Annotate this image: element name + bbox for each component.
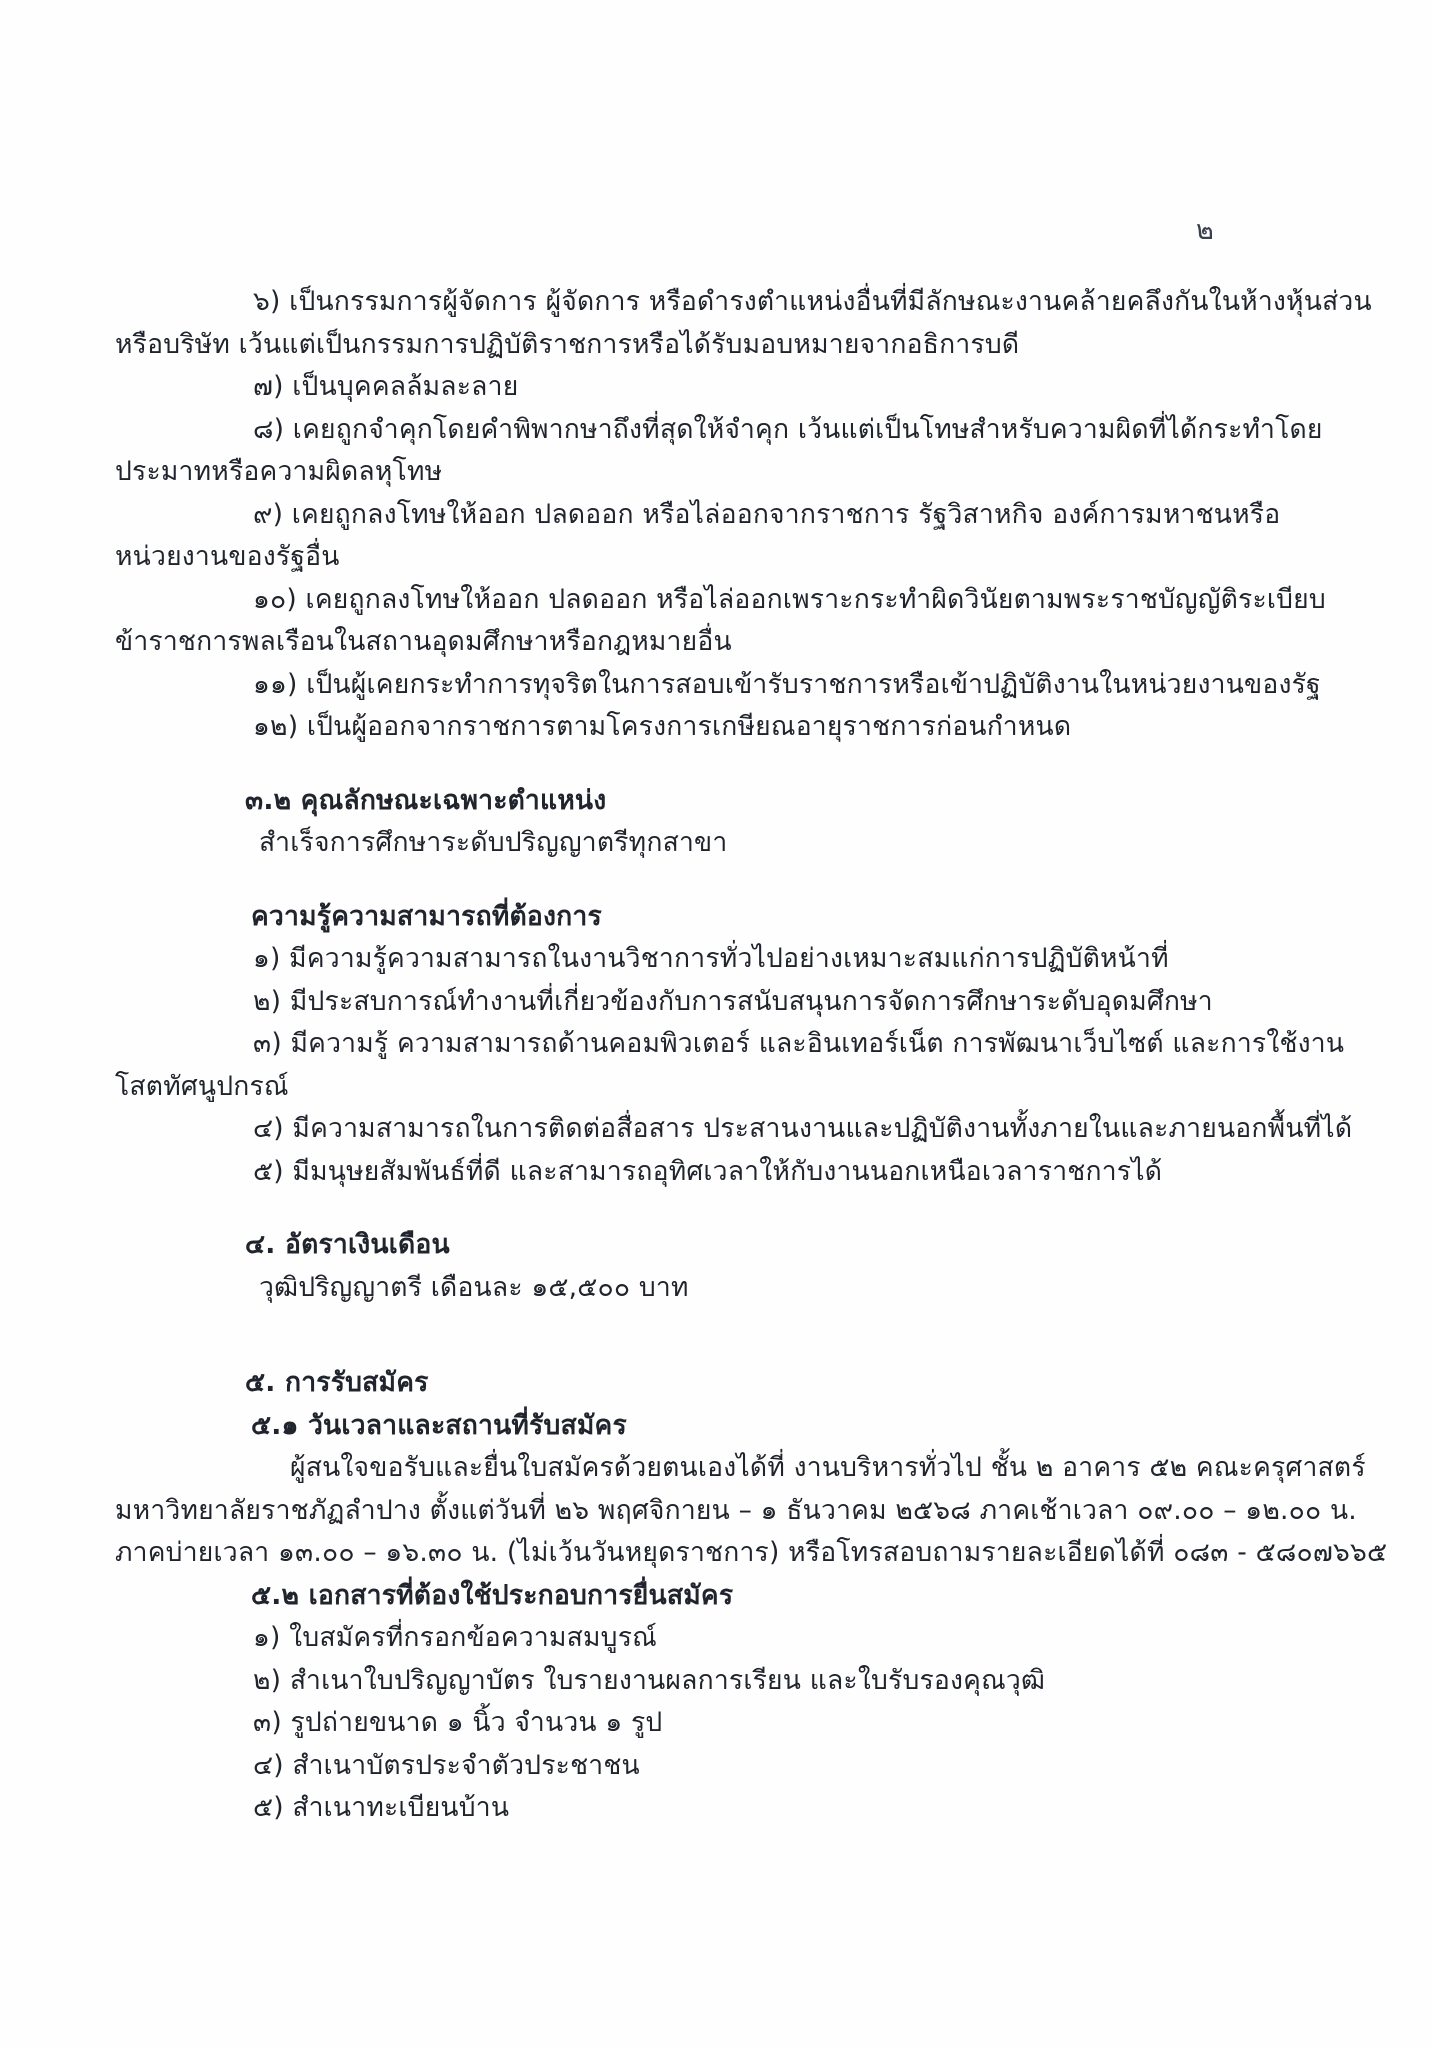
- text-line: ๓) รูปถ่ายขนาด ๑ นิ้ว จำนวน ๑ รูป: [253, 1707, 663, 1738]
- text-line: ๒) มีประสบการณ์ทำงานที่เกี่ยวข้องกับการสนับสนุนการจัดการศึกษาระดับอุดมศึกษา: [253, 985, 1213, 1017]
- text-line: ๓.๒ คุณลักษณะเฉพาะตำแหน่ง: [245, 784, 607, 816]
- page-number: ๒: [1196, 215, 1214, 246]
- text-line: ความรู้ความสามารถที่ต้องการ: [251, 900, 602, 932]
- text-line: มหาวิทยาลัยราชภัฏลำปาง ตั้งแต่วันที่ ๒๖ พฤศจิกายน – ๑ ธันวาคม ๒๕๖๘ ภาคเช้าเวลา ๐๙.๐๐ – ๑๒.๐๐ น.: [115, 1494, 1357, 1526]
- text-line: ๑๒) เป็นผู้ออกจากราชการตามโครงการเกษียณอายุราชการก่อนกำหนด: [253, 711, 1072, 742]
- text-line: ๑๐) เคยถูกลงโทษให้ออก ปลดออก หรือไล่ออกเพราะกระทำผิดวินัยตามพระราชบัญญัติระเบียบ: [253, 583, 1326, 615]
- text-line: ข้าราชการพลเรือนในสถานอุดมศึกษาหรือกฎหมายอื่น: [115, 626, 732, 657]
- text-line: ภาคบ่ายเวลา ๑๓.๐๐ – ๑๖.๓๐ น. (ไม่เว้นวันหยุดราชการ) หรือโทรสอบถามรายละเอียดได้ที่ ๐๘๓ - ๕๘๐๗๖๖๕: [115, 1537, 1388, 1568]
- text-line: ๕) สำเนาทะเบียนบ้าน: [253, 1792, 510, 1823]
- text-line: หรือบริษัท เว้นแต่เป็นกรรมการปฏิบัติราชการหรือได้รับมอบหมายจากอธิการบดี: [115, 328, 1020, 360]
- text-line: ๑) ใบสมัครที่กรอกข้อความสมบูรณ์: [253, 1622, 657, 1653]
- text-line: ๕. การรับสมัคร: [245, 1367, 429, 1398]
- text-line: สำเร็จการศึกษาระดับปริญญาตรีทุกสาขา: [259, 827, 728, 858]
- text-line: ๒) สำเนาใบปริญญาบัตร ใบรายงานผลการเรียน และใบรับรองคุณวุฒิ: [253, 1664, 1046, 1696]
- text-line: ๑) มีความรู้ความสามารถในงานวิชาการทั่วไปอย่างเหมาะสมแก่การปฏิบัติหน้าที่: [253, 943, 1169, 974]
- text-line: ๕.๑ วันเวลาและสถานที่รับสมัคร: [251, 1409, 627, 1441]
- text-line: ๕) มีมนุษยสัมพันธ์ที่ดี และสามารถอุทิศเวลาให้กับงานนอกเหนือเวลาราชการได้: [253, 1155, 1163, 1187]
- text-line: ๘) เคยถูกจำคุกโดยคำพิพากษาถึงที่สุดให้จำคุก เว้นแต่เป็นโทษสำหรับความผิดที่ได้กระทำโดย: [253, 413, 1323, 445]
- text-line: หน่วยงานของรัฐอื่น: [115, 541, 340, 572]
- text-line: ๔) มีความสามารถในการติดต่อสื่อสาร ประสานงานและปฏิบัติงานทั้งภายในและภายนอกพื้นที่ได้: [253, 1113, 1353, 1144]
- text-line: ๓) มีความรู้ ความสามารถด้านคอมพิวเตอร์ และอินเทอร์เน็ต การพัฒนาเว็บไซต์ และการใช้งาน: [253, 1028, 1345, 1059]
- text-line: ๗) เป็นบุคคลล้มละลาย: [253, 371, 519, 402]
- text-line: ๖) เป็นกรรมการผู้จัดการ ผู้จัดการ หรือดำรงตำแหน่งอื่นที่มีลักษณะงานคล้ายคลึงกันในห้างหุ้นส่วน: [253, 286, 1372, 317]
- text-line: ผู้สนใจขอรับและยื่นใบสมัครด้วยตนเองได้ที่ งานบริหารทั่วไป ชั้น ๒ อาคาร ๕๒ คณะครุศาสตร์: [290, 1452, 1366, 1483]
- text-line: ๔. อัตราเงินเดือน: [245, 1229, 450, 1260]
- text-line: ๕.๒ เอกสารที่ต้องใช้ประกอบการยื่นสมัคร: [251, 1579, 734, 1611]
- text-line: วุฒิปริญญาตรี เดือนละ ๑๕,๕๐๐ บาท: [259, 1271, 689, 1303]
- text-line: ๙) เคยถูกลงโทษให้ออก ปลดออก หรือไล่ออกจากราชการ รัฐวิสาหกิจ องค์การมหาชนหรือ: [253, 498, 1281, 530]
- document-lines: [115, 281, 1388, 1830]
- text-line: ประมาทหรือความผิดลหุโทษ: [115, 456, 443, 487]
- text-line: ๑๑) เป็นผู้เคยกระทำการทุจริตในการสอบเข้ารับราชการหรือเข้าปฏิบัติงานในหน่วยงานของรัฐ: [253, 668, 1321, 700]
- text-line: โสตทัศนูปกรณ์: [115, 1070, 289, 1102]
- text-line: ๔) สำเนาบัตรประจำตัวประชาชน: [253, 1749, 640, 1781]
